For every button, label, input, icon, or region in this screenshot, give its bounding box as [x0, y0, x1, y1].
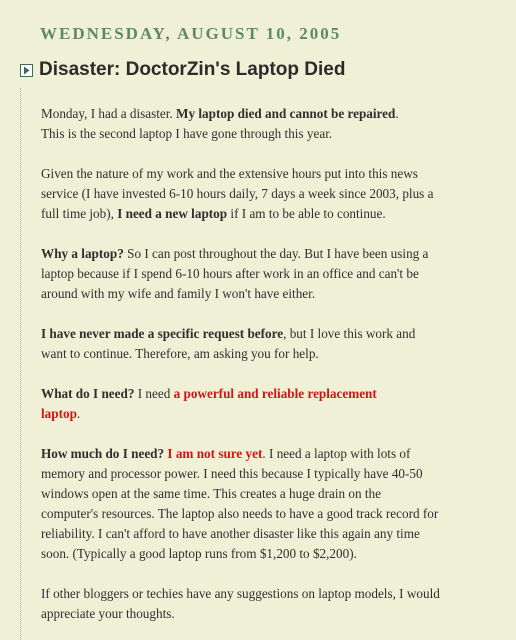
post-date-header: WEDNESDAY, AUGUST 10, 2005 [40, 24, 342, 43]
text-run: , but I love this work and [283, 326, 416, 341]
bold-text: Why a laptop? [41, 246, 124, 261]
paragraph-line [41, 324, 512, 344]
arrow-right-square-icon [20, 64, 33, 77]
paragraph-suggestions [41, 584, 512, 624]
paragraph-line [41, 444, 512, 464]
highlight-text: a powerful and reliable replacement [173, 386, 377, 401]
paragraph-line [41, 384, 512, 404]
paragraph-line: computer's resources. The laptop also needs to have a good track record for [41, 506, 439, 521]
paragraph-line: windows open at the same time. This creates a huge drain on the [41, 486, 381, 501]
text-run: I need [134, 386, 174, 401]
paragraph-line: memory and processor power. I need this because I typically have 40-50 [41, 466, 423, 481]
highlight-text: I am not sure yet [167, 446, 263, 461]
paragraph-line [41, 104, 512, 124]
highlight-text: laptop [41, 406, 77, 421]
post-title-row [20, 59, 345, 81]
paragraph-what-need [41, 384, 512, 424]
paragraph-request [41, 324, 512, 364]
text-run: full time job), [41, 206, 118, 221]
bold-text: I have never made a specific request before [41, 326, 284, 341]
paragraph-line [41, 404, 512, 424]
text-run: . [395, 106, 399, 121]
paragraph-line: If other bloggers or techies have any suggestions on laptop models, I would [41, 586, 440, 601]
paragraph-line: soon. (Typically a good laptop runs from $1,200 to $2,200). [41, 546, 357, 561]
post-body [20, 88, 512, 640]
paragraph-line: around with my wife and family I won't have either. [41, 286, 316, 301]
bold-text: My laptop died and cannot be repaired [176, 106, 396, 121]
paragraph-line: laptop because if I spend 6-10 hours after work in an office and can't be [41, 266, 419, 281]
paragraph-line [41, 244, 512, 264]
paragraph-line [41, 204, 512, 224]
paragraph-line: appreciate your thoughts. [41, 606, 175, 621]
text-run: if I am to be able to continue. [227, 206, 386, 221]
paragraph-line: reliability. I can't afford to have another disaster like this again any time [41, 526, 420, 541]
paragraph-disaster [41, 104, 512, 144]
bold-text: I need a new laptop [117, 206, 228, 221]
text-run: So I can post throughout the day. But I have been using a [123, 246, 429, 261]
paragraph-why-laptop [41, 244, 512, 304]
text-run: . I need a laptop with lots of [262, 446, 411, 461]
paragraph-how-much [41, 444, 512, 564]
paragraph-line: This is the second laptop I have gone through this year. [41, 126, 333, 141]
paragraph-work [41, 164, 512, 224]
text-run: . [76, 406, 81, 421]
bold-text: How much do I need? [41, 446, 165, 461]
paragraph-line: Given the nature of my work and the extensive hours put into this news [41, 166, 418, 181]
paragraph-line: service (I have invested 6-10 hours daily, 7 days a week since 2003, plus a [41, 186, 434, 201]
text-run: Monday, I had a disaster. [41, 106, 177, 121]
paragraph-line: want to continue. Therefore, am asking you for help. [41, 346, 319, 361]
post-title[interactable]: Disaster: DoctorZin's Laptop Died [39, 59, 346, 80]
bold-text: What do I need? [41, 386, 135, 401]
